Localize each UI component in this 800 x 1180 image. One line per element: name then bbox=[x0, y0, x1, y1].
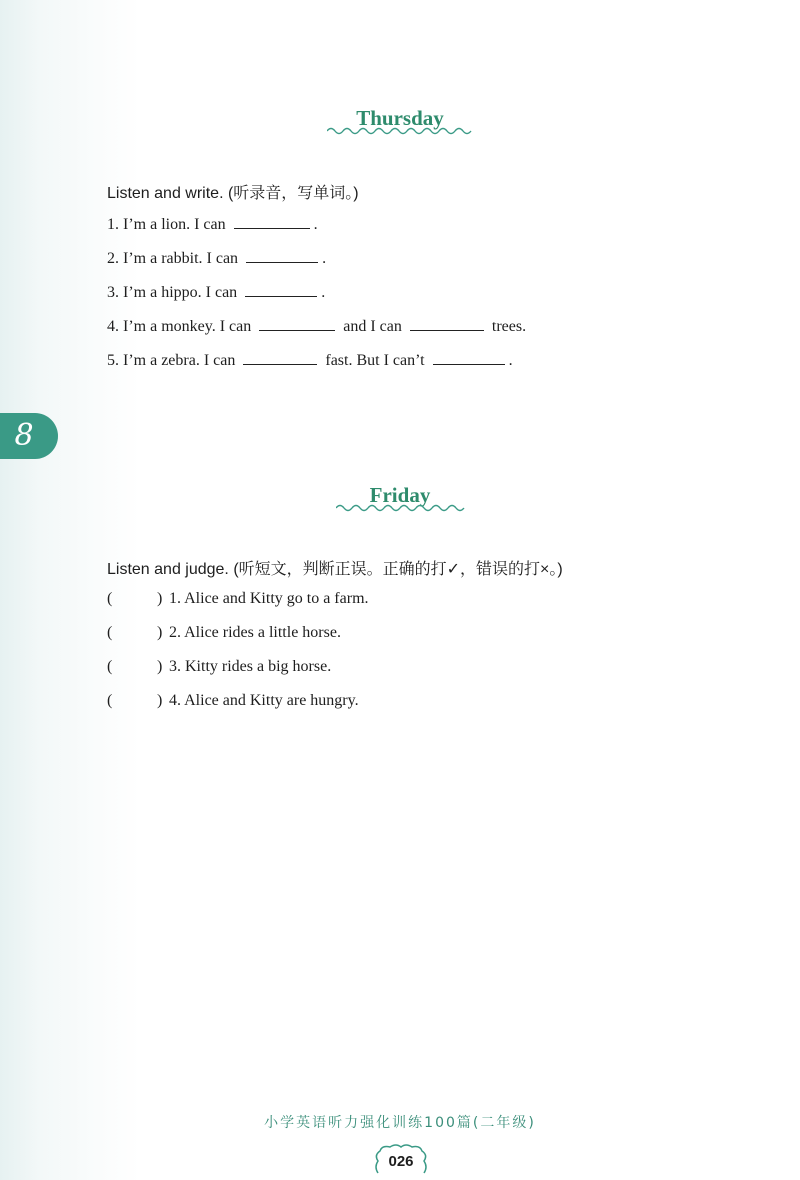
answer-blank[interactable] bbox=[234, 214, 310, 229]
section-title-friday: Friday bbox=[369, 483, 431, 507]
book-title: 小学英语听力强化训练100篇(二年级) bbox=[264, 1115, 536, 1131]
answer-blank[interactable] bbox=[243, 350, 317, 365]
title-underline-wave bbox=[327, 126, 473, 136]
page-number-badge bbox=[370, 1143, 432, 1179]
friday-instruction: Listen and judge. (听短文，判断正误。正确的打✓，错误的打×。) bbox=[107, 561, 563, 578]
answer-blank[interactable] bbox=[245, 282, 317, 297]
workbook-page: 8 Thursday Listen and write. (听录音，写单词。) 1. I’m a lion. I can . 2. I’m a rabbit. I can . 3. I’m a hippo. I can . 4. I’m a monkey. I can and I can trees. 5. I’m a zebra. I can fast. But I can’t . Friday Listen and judge. (听短文，判断正误。正确的打✓，错误的打×。) ( ) 1. Alice and Kitty go to a farm. ( ) 2. Alice rides a little horse. ( ) 3. Kitty rides a big horse. ( ) 4. Alice and Kitty are hungry. 小学英语听力强化训练100篇(二年级) 026 bbox=[0, 0, 800, 1180]
unit-tab bbox=[0, 413, 58, 459]
section-title-thursday: Thursday bbox=[356, 106, 444, 130]
answer-blank[interactable] bbox=[259, 316, 335, 331]
answer-blank[interactable] bbox=[433, 350, 505, 365]
thursday-item-3: 3. I’m a hippo. I can . bbox=[107, 284, 326, 301]
unit-number: 8 bbox=[14, 418, 34, 453]
title-underline-wave bbox=[336, 503, 466, 513]
thursday-instruction: Listen and write. (听录音，写单词。) bbox=[107, 185, 359, 202]
thursday-item-4: 4. I’m a monkey. I can and I can trees. bbox=[107, 318, 527, 335]
answer-blank[interactable] bbox=[246, 248, 318, 263]
thursday-item-1: 1. I’m a lion. I can . bbox=[107, 216, 318, 233]
page-number: 026 bbox=[388, 1152, 414, 1170]
thursday-item-2: 2. I’m a rabbit. I can . bbox=[107, 250, 327, 267]
thursday-item-5: 5. I’m a zebra. I can fast. But I can’t . bbox=[107, 352, 513, 369]
answer-blank[interactable] bbox=[410, 316, 484, 331]
